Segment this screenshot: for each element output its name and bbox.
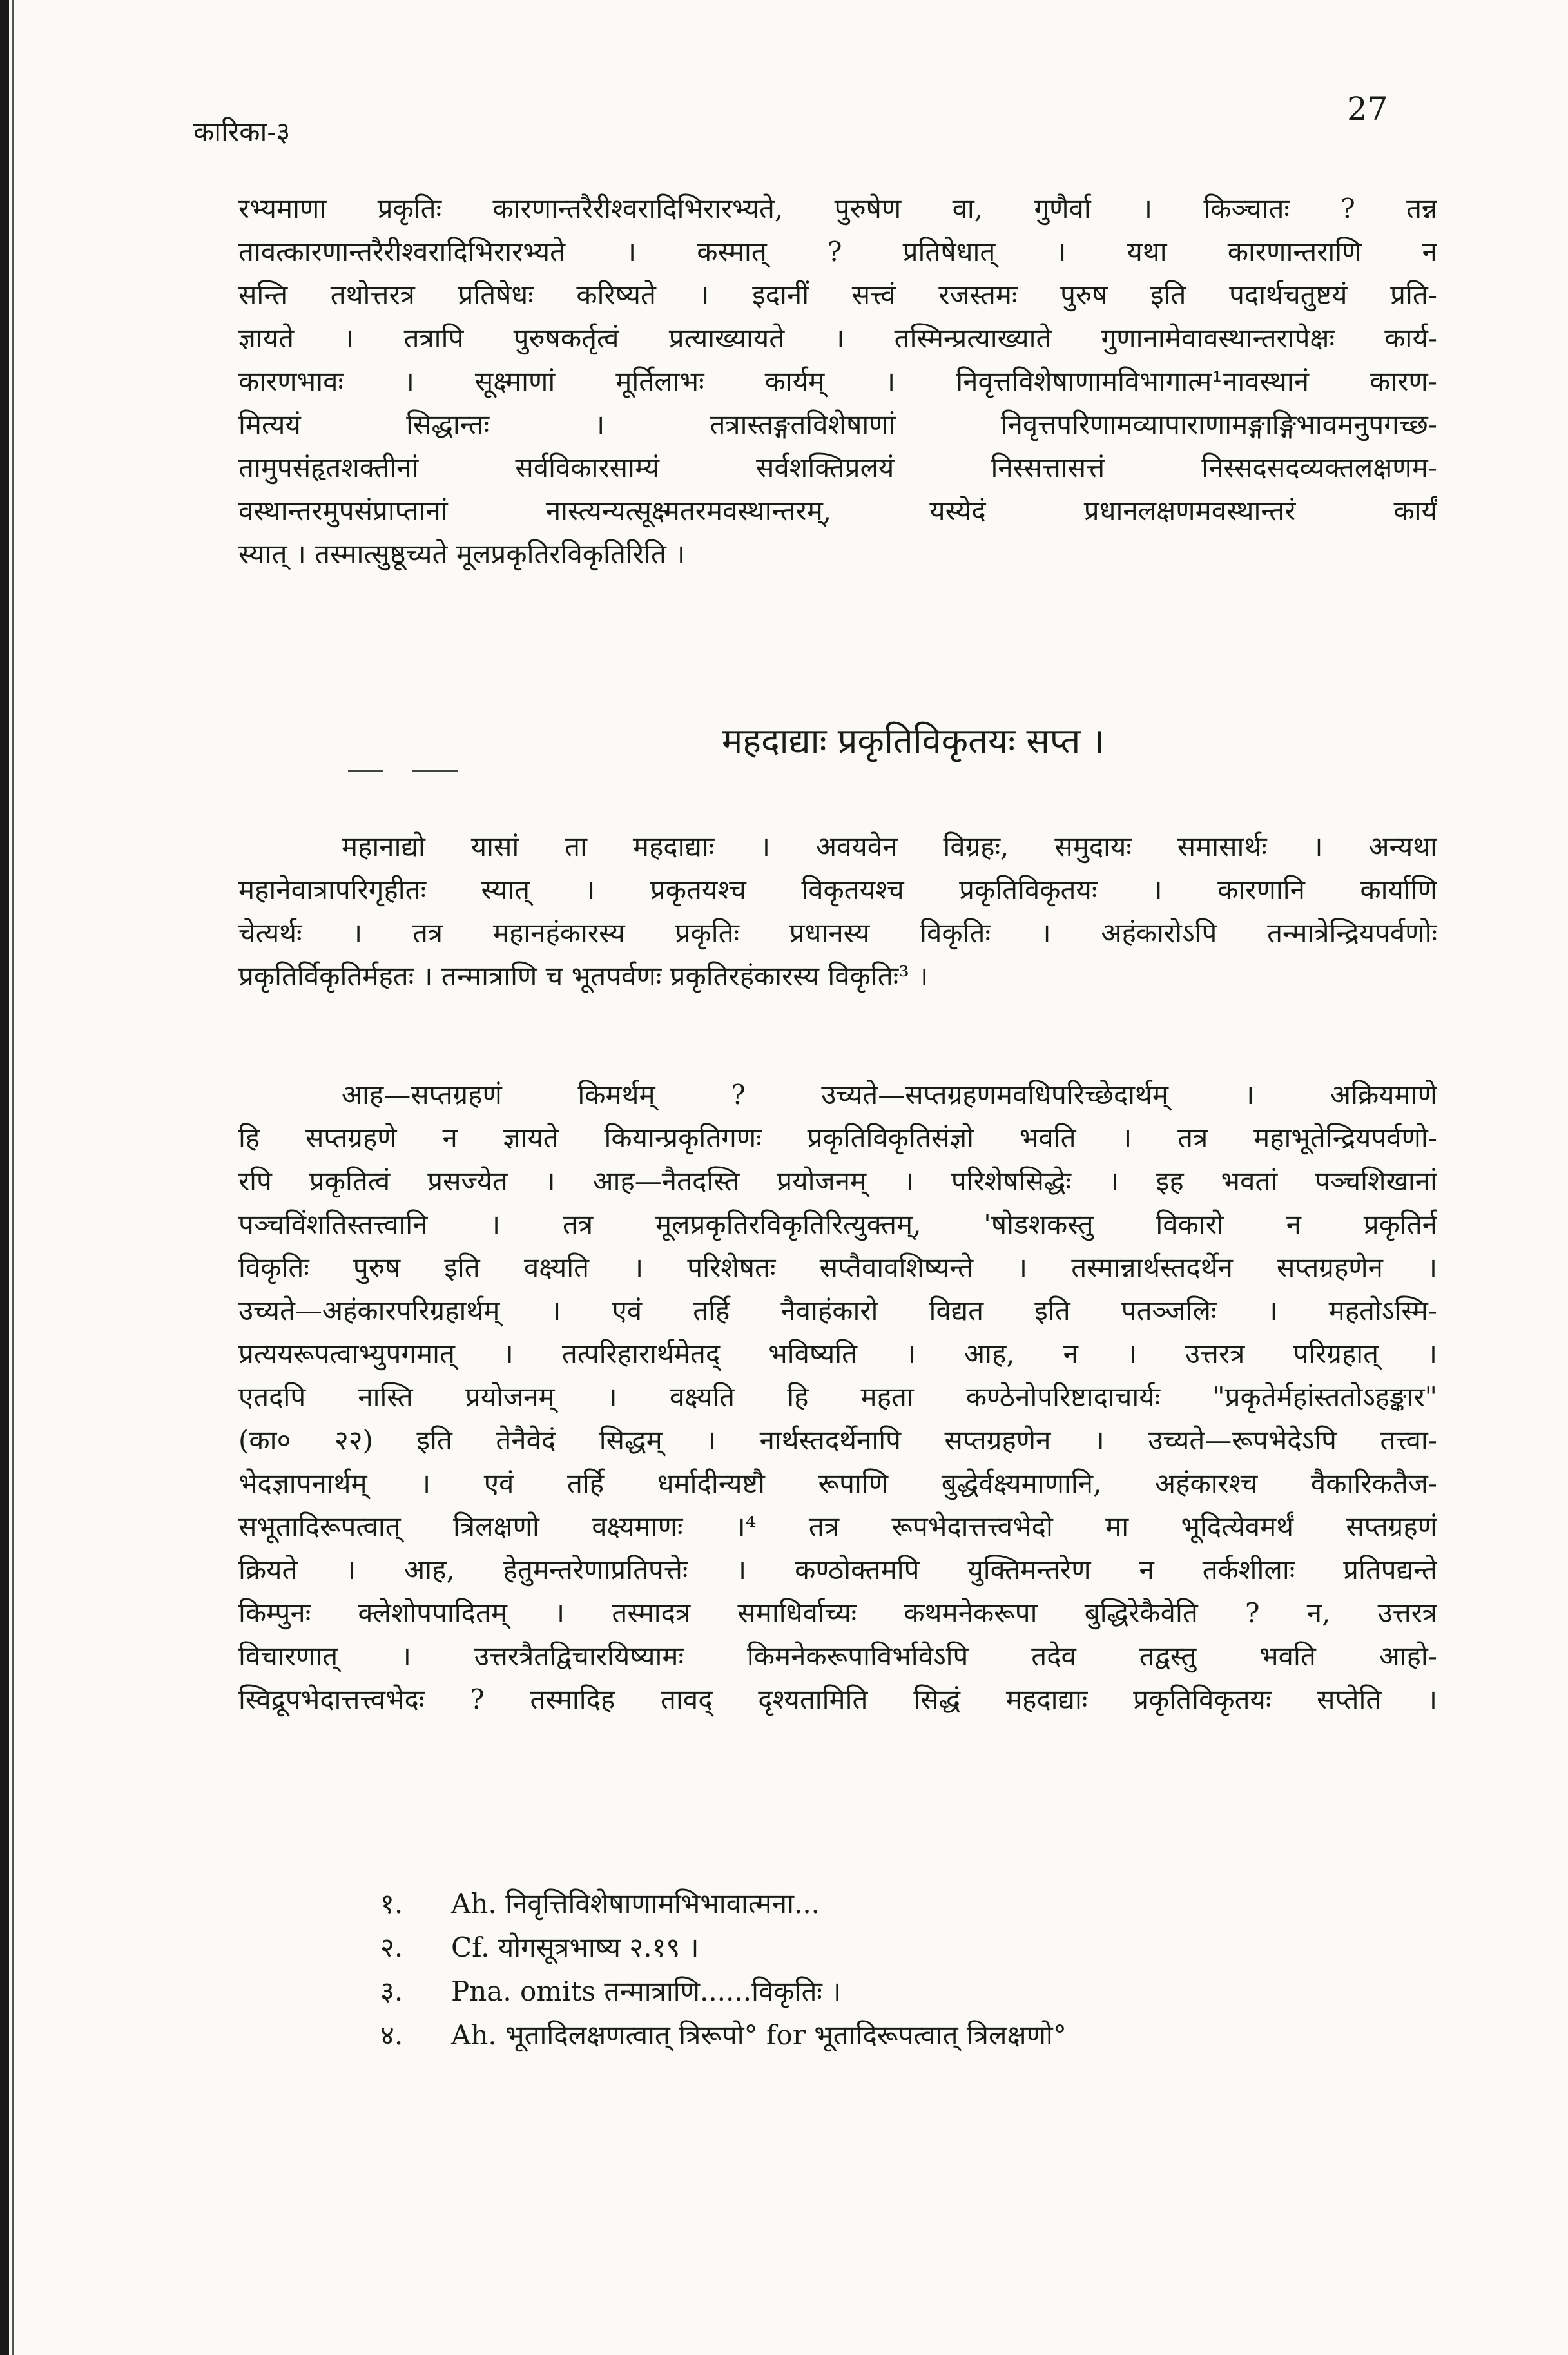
footnote-number: ३. — [380, 1975, 403, 2007]
text-line: ज्ञायते । तत्रापि पुरुषकर्तृत्वं प्रत्याख्यायते । तस्मिन्प्रत्याख्याते गुणानामेवावस्थान्तरापेक्षः कार्य- — [238, 322, 1437, 354]
footnote-text: Pna. omits तन्मात्राणि......विकृतिः । — [451, 1975, 842, 2007]
text-line: मित्ययं सिद्धान्तः । तत्रास्तङ्गतविशेषाणां निवृत्तपरिणामव्यापाराणामङ्गाङ्गिभावमनुपगच्छ- — [238, 409, 1437, 440]
footnotes — [380, 1882, 1476, 2057]
text-line: विचारणात् । उत्तरत्रैतद्विचारयिष्यामः किमनेकरूपाविर्भावेऽपि तदेव तद्वस्तु भवति आहो- — [238, 1640, 1437, 1672]
text-line: क्रियते । आह, हेतुमन्तरेणाप्रतिपत्तेः । कण्ठोक्तमपि युक्तिमन्तरेण न तर्कशीलाः प्रतिपद्यन्ते — [238, 1554, 1437, 1585]
text-line: रभ्यमाणा प्रकृतिः कारणान्तरैरीश्वरादिभिरारभ्यते, पुरुषेण वा, गुणैर्वा । किञ्चातः ? तन्न — [238, 193, 1437, 224]
text-line: विकृतिः पुरुष इति वक्ष्यति । परिशेषतः सप्तैवावशिष्यन्ते । तस्मान्नार्थस्तदर्थेन सप्तग्रहणेन । — [238, 1252, 1437, 1283]
text-line: कारणभावः । सूक्ष्माणां मूर्तिलाभः कार्यम् । निवृत्तविशेषाणामविभागात्म¹नावस्थानं कारण- — [238, 365, 1437, 397]
text-line: प्रत्ययरूपत्वाभ्युपगमात् । तत्परिहारार्थमेतद् भविष्यति । आह, न । उत्तरत्र परिग्रहात् । — [238, 1338, 1437, 1370]
footnote-text: Ah. निवृत्तिविशेषाणामभिभावात्मना... — [451, 1888, 820, 1919]
text-line: महानेवात्रापरिगृहीतः स्यात् । प्रकृतयश्च विकृतयश्च प्रकृतिविकृतयः । कारणानि कार्याणि — [238, 874, 1437, 906]
text-line: स्यात् । तस्मात्सुष्ठूच्यते मूलप्रकृतिरविकृतिरिति । — [238, 538, 686, 570]
footnote-item — [380, 1882, 1476, 1926]
text-line: (का० २२) इति तेनैवेदं सिद्धम् । नार्थस्तदर्थेनापि सप्तग्रहणेन । उच्यते—रूपभेदेऽपि तत्त्वा- — [238, 1424, 1437, 1456]
text-line: उच्यते—अहंकारपरिग्रहार्थम् । एवं तर्हि नैवाहंकारो विद्यत इति पतञ्जलिः । महतोऽस्मि- — [238, 1295, 1437, 1326]
text-line: सन्ति तथोत्तरत्र प्रतिषेधः करिष्यते । इदानीं सत्त्वं रजस्तमः पुरुष इति पदार्थचतुष्टयं प्रति- — [238, 279, 1437, 311]
separator-dash — [348, 770, 383, 772]
footnote-number: ४. — [380, 2019, 403, 2051]
separator-dash — [412, 770, 458, 772]
footnote-item — [380, 1926, 1476, 1970]
page-number: 27 — [1347, 90, 1388, 128]
paragraph-commentary-3 — [238, 1073, 1437, 1721]
text-line: भेदज्ञापनार्थम् । एवं तर्हि धर्मादीन्यष्टौ रूपाणि बुद्धेर्वक्ष्यमाणानि, अहंकारश्च वैकारिकतैज- — [238, 1468, 1437, 1499]
text-line: पञ्चविंशतिस्तत्त्वानि । तत्र मूलप्रकृतिरविकृतिरित्युक्तम्, 'षोडशकस्तु विकारो न प्रकृतिर्न — [238, 1208, 1437, 1240]
running-header-karika: कारिका-३ — [193, 116, 291, 148]
paragraph-commentary-2 — [238, 825, 1437, 998]
text-line: आह—सप्तग्रहणं किमर्थम् ? उच्यते—सप्तग्रहणमवधिपरिच्छेदार्थम् । अक्रियमाणे — [342, 1079, 1437, 1110]
text-line: रपि प्रकृतित्वं प्रसज्येत । आह—नैतदस्ति प्रयोजनम् । परिशेषसिद्धेः । इह भवतां पञ्चशिखानां — [238, 1165, 1437, 1197]
text-line: एतदपि नास्ति प्रयोजनम् । वक्ष्यति हि महता कण्ठेनोपरिष्टादाचार्यः "प्रकृतेर्महांस्ततोऽहङ्कार" — [238, 1381, 1437, 1413]
text-line: हि सप्तग्रहणे न ज्ञायते कियान्प्रकृतिगणः प्रकृतिविकृतिसंज्ञो भवति । तत्र महाभूतेन्द्रियपर्वणो- — [238, 1122, 1437, 1154]
footnote-item — [380, 1970, 1476, 2013]
footnote-number: २. — [380, 1932, 403, 1963]
footnote-text: Cf. योगसूत्रभाष्य २.१९ । — [451, 1932, 699, 1963]
text-line: महानाद्यो यासां ता महदाद्याः । अवयवेन विग्रहः, समुदायः समासार्थः । अन्यथा — [342, 831, 1437, 862]
text-line: वस्थान्तरमुपसंप्राप्तानां नास्त्यन्यत्सूक्ष्मतरमवस्थान्तरम्, यस्येदं प्रधानलक्षणमवस्थान्तरं कार्यं — [238, 495, 1437, 527]
text-line: तामुपसंहृतशक्तीनां सर्वविकारसाम्यं सर्वशक्तिप्रलयं निस्सत्तासत्तं निस्सदसदव्यक्तलक्षणम- — [238, 452, 1437, 483]
footnote-text: Ah. भूतादिलक्षणत्वात् त्रिरूपो° for भूतादिरूपत्वात् त्रिलक्षणो° — [451, 2019, 1067, 2051]
footnote-item — [380, 2013, 1476, 2057]
text-line: चेत्यर्थः । तत्र महानहंकारस्य प्रकृतिः प्रधानस्य विकृतिः । अहंकारोऽपि तन्मात्रेन्द्रियपर्वणोः — [238, 917, 1437, 949]
text-line: किम्पुनः क्लेशोपपादितम् । तस्मादत्र समाधिर्वाच्यः कथमनेकरूपा बुद्धिरेकैवेति ? न, उत्तरत्र — [238, 1597, 1437, 1629]
text-line: प्रकृतिर्विकृतिर्महतः । तन्मात्राणि च भूतपर्वणः प्रकृतिरहंकारस्य विकृतिः³ । — [238, 960, 929, 992]
karika-heading: महदाद्याः प्रकृतिविकृतयः सप्त । — [722, 721, 1105, 761]
paragraph-commentary-1 — [238, 187, 1437, 576]
text-line: तावत्कारणान्तरैरीश्वरादिभिरारभ्यते । कस्मात् ? प्रतिषेधात् । यथा कारणान्तराणि न — [238, 236, 1437, 267]
text-line: सभूतादिरूपत्वात् त्रिलक्षणो वक्ष्यमाणः ।⁴ तत्र रूपभेदात्तत्त्वभेदो मा भूदित्येवमर्थं सप्तग्रहणं — [238, 1511, 1437, 1542]
text-line: स्विद्रूपभेदात्तत्त्वभेदः ? तस्मादिह तावद् दृश्यतामिति सिद्धं महदाद्याः प्रकृतिविकृतयः सप्तेति । — [238, 1683, 1437, 1715]
footnote-number: १. — [380, 1888, 403, 1919]
